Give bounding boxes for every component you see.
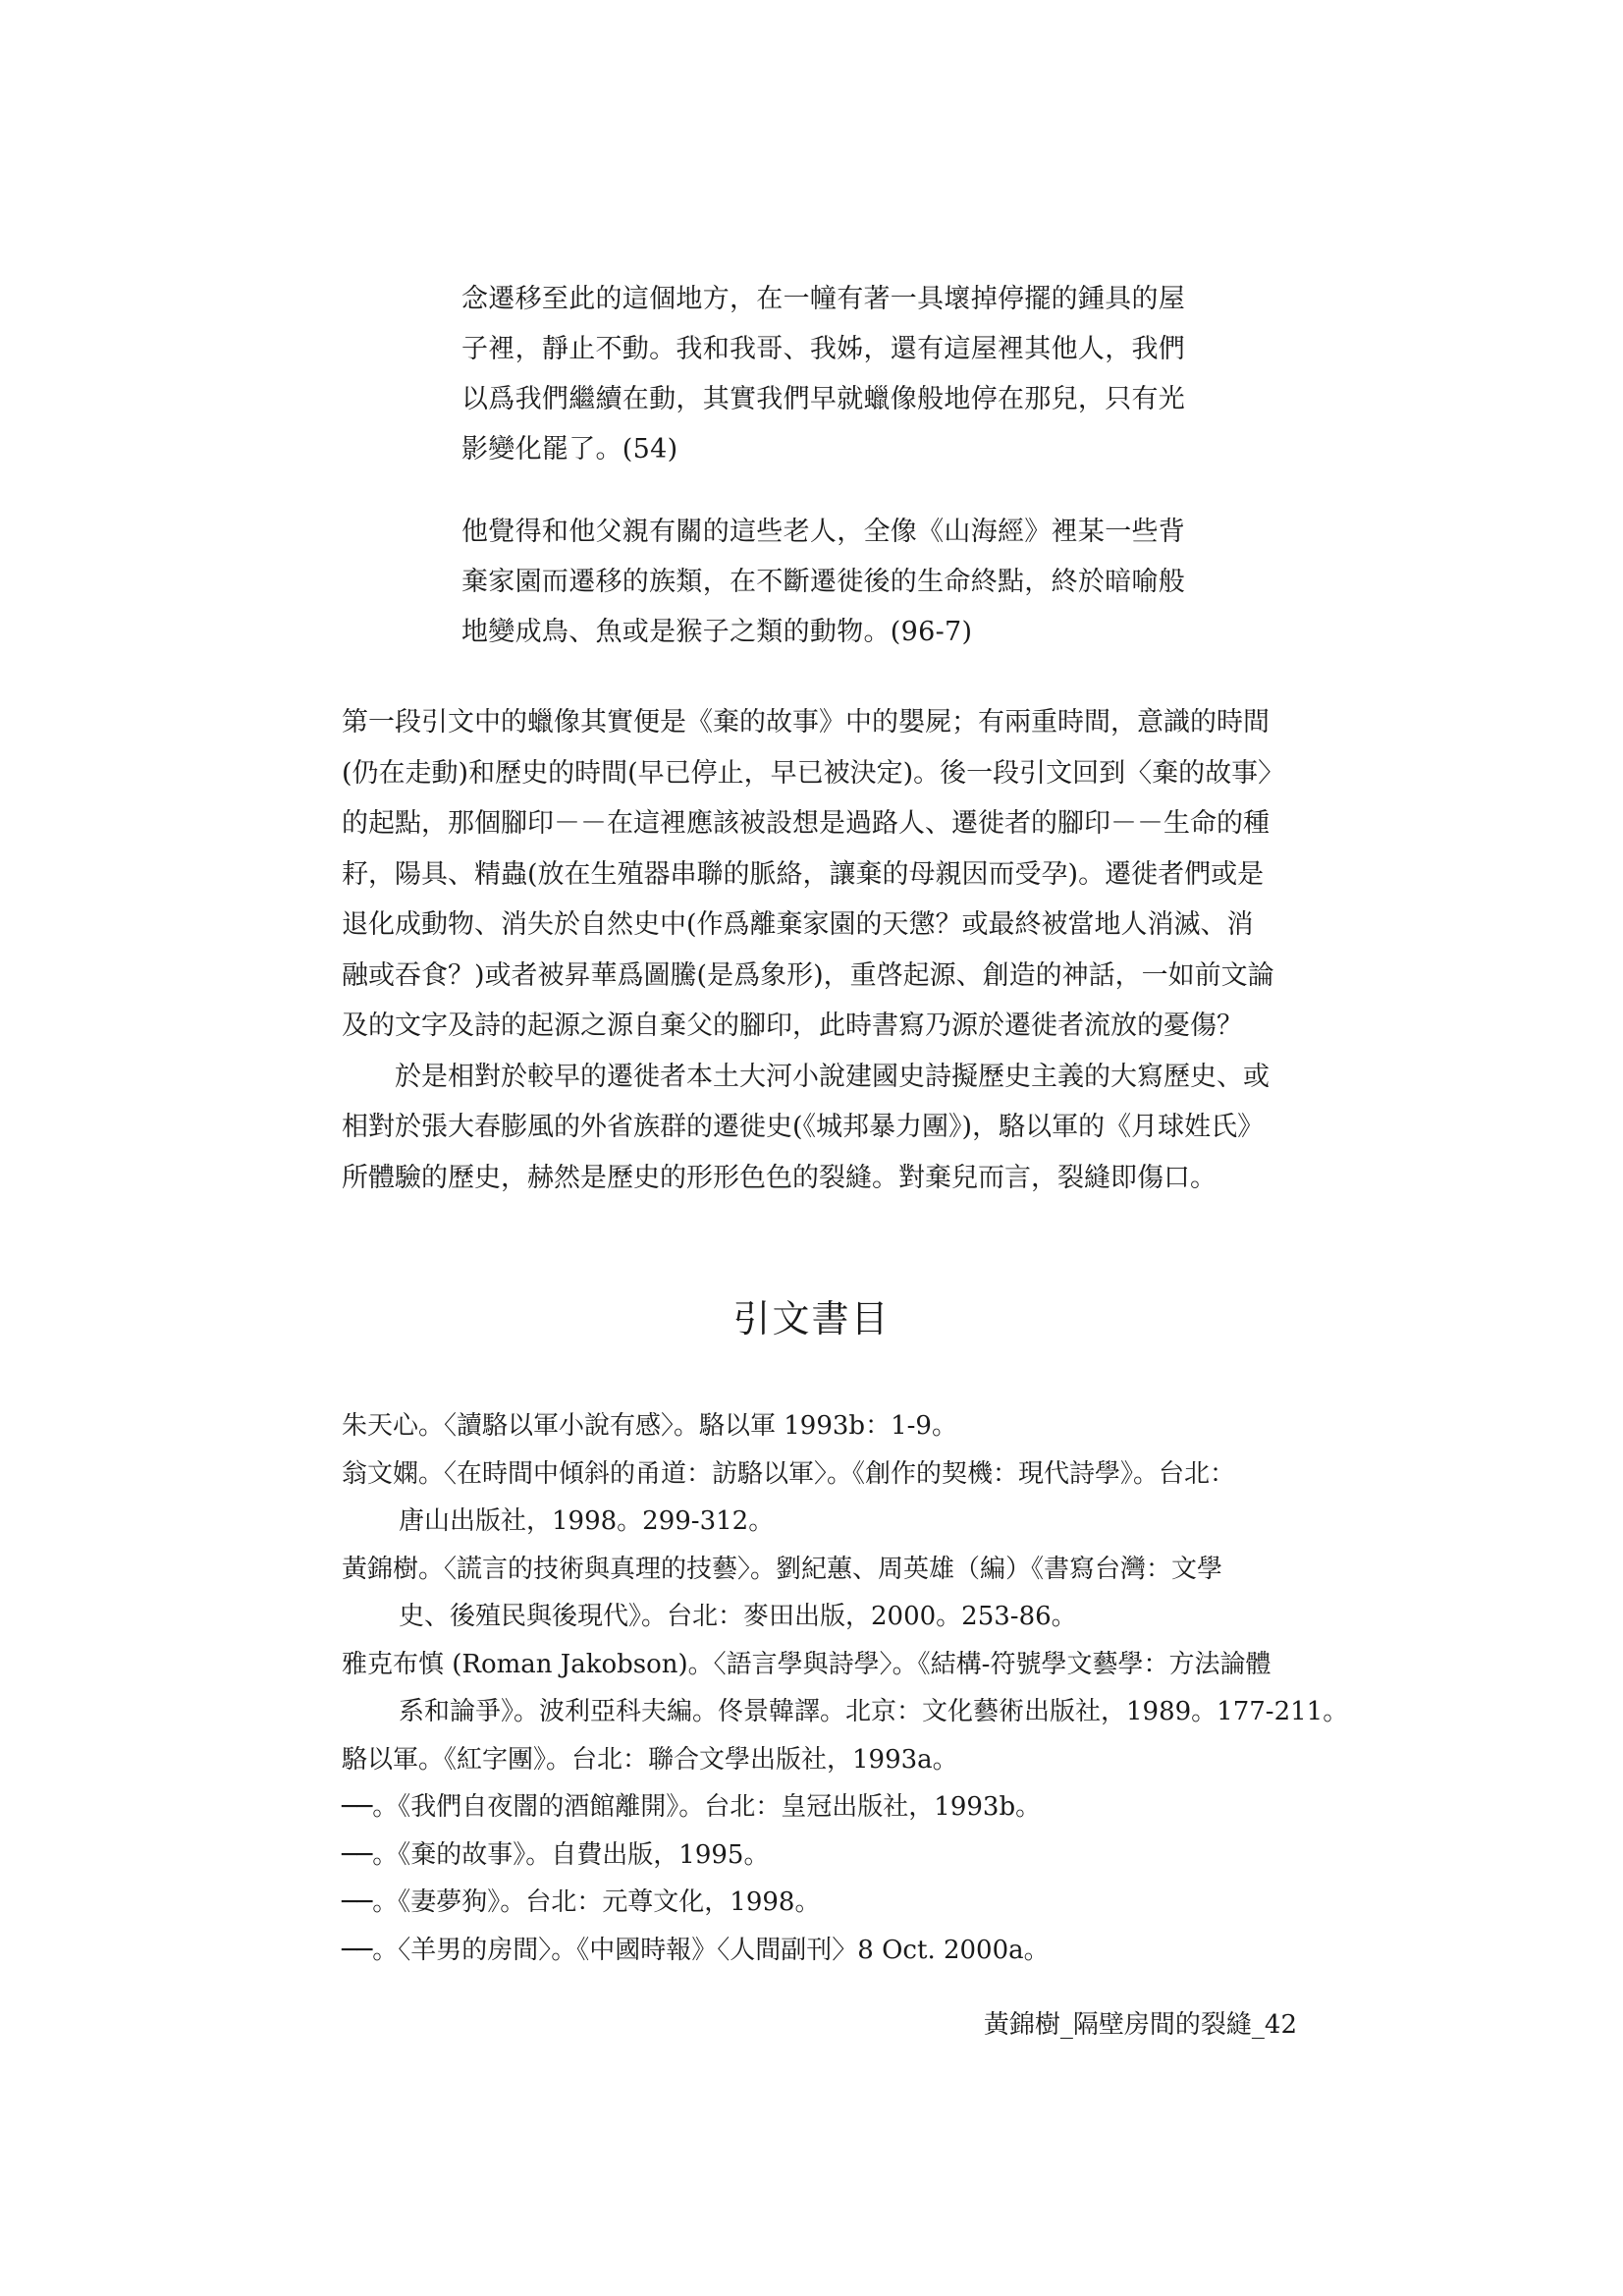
reference-entry: ──。《妻夢狗》。台北：元尊文化，1998。: [342, 1887, 821, 1917]
body-line: 第一段引文中的蠟像其實便是《棄的故事》中的嬰屍；有兩重時間，意識的時間: [342, 707, 1270, 738]
block-quote-2: [461, 507, 1227, 657]
page-footer: 黃錦樹_隔壁房間的裂縫_42: [983, 2010, 1297, 2040]
quote-line: 地變成鳥、魚或是猴子之類的動物。(96-7): [461, 617, 973, 647]
body-text: [342, 697, 1284, 1203]
body-line: 退化成動物、消失於自然史中(作爲離棄家園的天懲？或最終被當地人消滅、消: [342, 909, 1254, 940]
reference-entry: 駱以軍。《紅字團》。台北：聯合文學出版社，1993a。: [342, 1744, 958, 1775]
reference-entry: ──。《我們自夜闇的酒館離開》。台北：皇冠出版社，1993b。: [342, 1792, 1042, 1822]
body-line: 所體驗的歷史，赫然是歷史的形形色色的裂縫。對棄兒而言，裂縫即傷口。: [342, 1162, 1217, 1193]
reference-entry-continuation: 系和論爭》。波利亞科夫編。佟景韓譯。北京：文化藝術出版社，1989。177-211。: [399, 1697, 1349, 1726]
reference-entry: ──。〈羊男的房間〉。《中國時報》〈人間副刊〉8 Oct. 2000a。: [342, 1935, 1050, 1965]
body-line: 的起點，那個腳印－－在這裡應該被設想是過路人、遷徙者的腳印－－生命的種: [342, 808, 1270, 839]
quote-line: 子裡，靜止不動。我和我哥、我姊，還有這屋裡其他人，我們: [461, 334, 1186, 364]
block-quote-1: [461, 274, 1227, 474]
reference-entry: 翁文嫻。〈在時間中傾斜的甬道：訪駱以軍〉。《創作的契機：現代詩學》。台北：: [342, 1458, 1236, 1489]
body-line: 及的文字及詩的起源之源自棄父的腳印，此時書寫乃源於遷徙者流放的憂傷？: [342, 1011, 1243, 1041]
section-title: 引文書目: [732, 1297, 891, 1340]
reference-entry: ──。《棄的故事》。自費出版，1995。: [342, 1839, 770, 1870]
body-line: (仍在走動)和歷史的時間(早已停止，早已被決定)。後一段引文回到〈棄的故事〉: [342, 757, 1285, 789]
body-line: 耔，陽具、精蟲(放在生殖器串聯的脈絡，讓棄的母親因而受孕)。遷徙者們或是: [342, 858, 1265, 890]
quote-line: 影變化罷了。(54): [461, 434, 678, 465]
quote-line: 他覺得和他父親有關的這些老人，全像《山海經》裡某一些背: [461, 517, 1186, 547]
reference-entry-continuation: 唐山出版社，1998。299-312。: [399, 1506, 775, 1536]
body-line: 融或吞食？)或者被昇華爲圖騰(是爲象形)，重啓起源、創造的神話，一如前文論: [342, 959, 1274, 991]
body-line: 於是相對於較早的遷徙者本土大河小說建國史詩擬歷史主義的大寫歷史、或: [395, 1061, 1270, 1092]
reference-entry: 黃錦樹。〈謊言的技術與真理的技藝〉。劉紀蕙、周英雄（編）《書寫台灣：文學: [342, 1554, 1223, 1584]
reference-entry: 朱天心。〈讀駱以軍小說有感〉。駱以軍 1993b：1-9。: [342, 1411, 957, 1441]
quote-line: 棄家園而遷移的族類，在不斷遷徙後的生命終點，終於暗喻般: [461, 567, 1186, 597]
reference-entry: 雅克布慎 (Roman Jakobson)。〈語言學與詩學〉。《結構-符號學文藝學：方法論體: [342, 1649, 1271, 1679]
quote-line: 以爲我們繼續在動，其實我們早就蠟像般地停在那兒，只有光: [461, 384, 1186, 414]
quote-line: 念遷移至此的這個地方，在一幢有著一具壞掉停擺的鍾具的屋: [461, 284, 1186, 314]
references-list: [342, 1402, 1349, 1974]
body-line: 相對於張大春膨風的外省族群的遷徙史(《城邦暴力團》)，駱以軍的《月球姓氏》: [342, 1112, 1265, 1142]
reference-entry-continuation: 史、後殖民與後現代》。台北：麥田出版，2000。253-86。: [399, 1602, 1077, 1631]
